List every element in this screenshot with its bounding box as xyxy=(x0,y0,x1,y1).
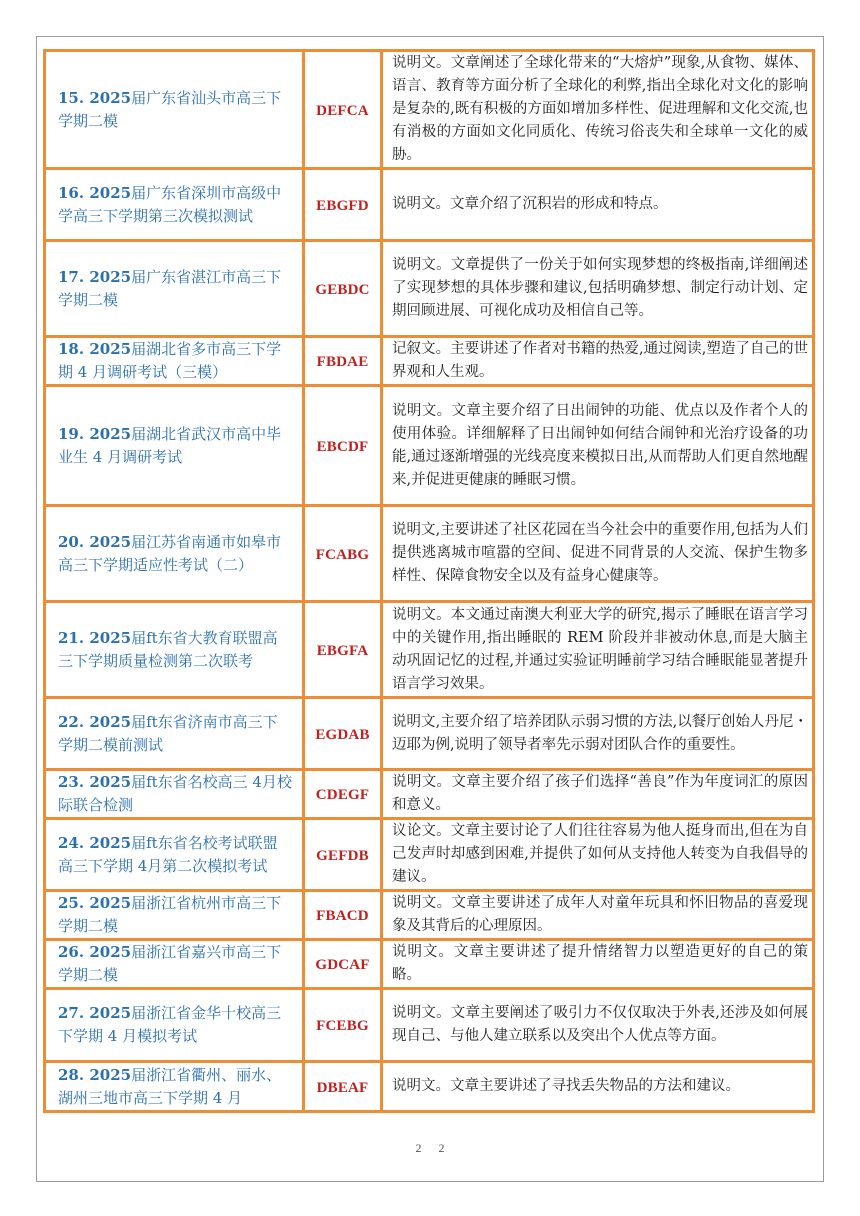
answer-key: FBDAE xyxy=(316,354,369,370)
answer-key-cell xyxy=(305,52,383,170)
answer-key: EBCDF xyxy=(316,438,369,455)
answer-key-cell xyxy=(305,771,383,820)
passage-summary-cell xyxy=(383,1063,812,1110)
passage-summary: 说明文。文章主要讲述了成年人对童年玩具和怀旧物品的喜爱现象及其背后的心理原因。 xyxy=(392,895,808,934)
passage-summary: 说明文,主要讲述了社区花园在当今社会中的重要作用,包括为人们提供逃离城市喧嚣的空间、促进不同背景的人交流、保护生物多样性、保障食物安全以及有益身心健康等。 xyxy=(392,522,808,584)
answer-table xyxy=(43,49,815,1113)
exam-title-cell xyxy=(46,338,305,387)
exam-title-cell xyxy=(46,820,305,892)
exam-title: 20. 2025届江苏省南通市如皋市高三下学期适应性考试（二） xyxy=(58,532,282,574)
answer-key: GDCAF xyxy=(315,957,370,973)
passage-summary-cell xyxy=(383,52,812,170)
table-row xyxy=(46,170,812,242)
passage-summary: 说明文。文章主要讲述了寻找丢失物品的方法和建议。 xyxy=(392,1078,740,1094)
answer-key: DEFCA xyxy=(316,102,369,119)
exam-title: 17. 2025届广东省湛江市高三下学期二模 xyxy=(58,267,282,309)
page-number: 2 2 xyxy=(415,1141,445,1155)
answer-key-cell xyxy=(305,242,383,338)
exam-title: 27. 2025届浙江省金华十校高三下学期 4 月模拟考试 xyxy=(58,1004,282,1045)
passage-summary: 记叙文。主要讲述了作者对书籍的热爱,通过阅读,塑造了自己的世界观和人生观。 xyxy=(392,341,808,380)
passage-summary-cell xyxy=(383,771,812,820)
table-row xyxy=(46,507,812,603)
table-row xyxy=(46,892,812,941)
answer-key-cell xyxy=(305,603,383,699)
answer-key: CDEGF xyxy=(315,787,370,803)
answer-key-cell xyxy=(305,338,383,387)
table-row xyxy=(46,990,812,1063)
answer-key: GEFDB xyxy=(316,847,369,864)
passage-summary-cell xyxy=(383,699,812,771)
passage-summary-cell xyxy=(383,242,812,338)
passage-summary-cell xyxy=(383,603,812,699)
exam-title: 16. 2025届广东省深圳市高级中学高三下学期第三次模拟测试 xyxy=(58,183,282,225)
passage-summary-cell xyxy=(383,387,812,507)
table-row xyxy=(46,242,812,338)
exam-title: 18. 2025届湖北省多市高三下学期 4 月调研考试（三模） xyxy=(58,340,282,381)
passage-summary: 说明文。文章主要阐述了吸引力不仅仅取决于外表,还涉及如何展现自己、与他人建立联系以及突出个人优点等方面。 xyxy=(392,1005,808,1044)
passage-summary-cell xyxy=(383,820,812,892)
answer-key: FCABG xyxy=(315,546,370,563)
answer-key: DBEAF xyxy=(316,1079,369,1096)
table-row xyxy=(46,52,812,170)
exam-title-cell xyxy=(46,387,305,507)
exam-title-cell xyxy=(46,507,305,603)
passage-summary: 说明文。文章介绍了沉积岩的形成和特点。 xyxy=(392,196,668,212)
answer-key: FBACD xyxy=(316,908,369,924)
answer-key: EGDAB xyxy=(315,726,370,743)
table-row xyxy=(46,387,812,507)
exam-title: 28. 2025届浙江省衢州、丽水、湖州三地市高三下学期 4 月 xyxy=(58,1065,282,1107)
passage-summary: 说明文,主要介绍了培养团队示弱习惯的方法,以餐厅创始人丹尼・迈耶为例,说明了领导者率先示弱对团队合作的重要性。 xyxy=(392,713,808,753)
exam-title-cell xyxy=(46,699,305,771)
table-row xyxy=(46,820,812,892)
exam-title: 24. 2025届ft东省名校考试联盟高三下学期 4月第二次模拟考试 xyxy=(58,833,278,875)
table-row xyxy=(46,338,812,387)
answer-key-cell xyxy=(305,170,383,242)
passage-summary: 议论文。文章主要讨论了人们往往容易为他人挺身而出,但在为自己发声时却感到困难,并提供了如何从支持他人转变为自我倡导的建议。 xyxy=(392,823,808,885)
answer-key-cell xyxy=(305,820,383,892)
table-row xyxy=(46,771,812,820)
passage-summary: 说明文。文章主要介绍了日出闹钟的功能、优点以及作者个人的使用体验。详细解释了日出闹钟如何结合闹钟和光治疗设备的功能,通过逐渐增强的光线亮度来模拟日出,从而帮助人们更自然地醒来,并促进更健康的睡眠习惯。 xyxy=(392,402,808,488)
table-row xyxy=(46,603,812,699)
answer-key: FCEBG xyxy=(316,1018,369,1034)
passage-summary: 说明文。文章提供了一份关于如何实现梦想的终极指南,详细阐述了实现梦想的具体步骤和建议,包括明确梦想、制定行动计划、定期回顾进展、可视化成功及相信自己等。 xyxy=(392,257,808,319)
passage-summary: 说明文。文章主要讲述了提升情绪智力以塑造更好的自己的策略。 xyxy=(392,944,808,983)
exam-title: 15. 2025届广东省汕头市高三下学期二模 xyxy=(58,88,282,130)
answer-key-cell xyxy=(305,507,383,603)
passage-summary: 说明文。本文通过南澳大利亚大学的研究,揭示了睡眠在语言学习中的关键作用,指出睡眠的 REM 阶段并非被动休息,而是大脑主动巩固记忆的过程,并通过实验证明睡前学习结合睡眠能显著提升语言学习效果。 xyxy=(392,606,808,692)
answer-key-cell xyxy=(305,387,383,507)
exam-title: 25. 2025届浙江省杭州市高三下学期二模 xyxy=(58,894,282,935)
answer-key-cell xyxy=(305,699,383,771)
passage-summary-cell xyxy=(383,990,812,1063)
answer-key-cell xyxy=(305,892,383,941)
passage-summary-cell xyxy=(383,338,812,387)
exam-title: 26. 2025届浙江省嘉兴市高三下学期二模 xyxy=(58,943,282,984)
exam-title: 22. 2025届ft东省济南市高三下学期二模前测试 xyxy=(58,712,278,754)
passage-summary-cell xyxy=(383,892,812,941)
passage-summary: 说明文。文章主要介绍了孩子们选择“善良”作为年度词汇的原因和意义。 xyxy=(392,774,808,813)
exam-title: 23. 2025届ft东省名校高三 4月校际联合检测 xyxy=(58,773,292,814)
passage-summary-cell xyxy=(383,170,812,242)
exam-title-cell xyxy=(46,892,305,941)
exam-title-cell xyxy=(46,242,305,338)
exam-title-cell xyxy=(46,990,305,1063)
answer-key-cell xyxy=(305,941,383,990)
table-row xyxy=(46,941,812,990)
answer-key: GEBDC xyxy=(315,281,370,298)
passage-summary-cell xyxy=(383,507,812,603)
exam-title-cell xyxy=(46,1063,305,1110)
exam-title-cell xyxy=(46,170,305,242)
table-row xyxy=(46,1063,812,1110)
passage-summary: 说明文。文章阐述了全球化带来的“大熔炉”现象,从食物、媒体、语言、教育等方面分析了全球化的利弊,指出全球化对文化的影响是复杂的,既有积极的方面如增加多样性、促进理解和文化交流,也有消极的方面如文化同质化、传统习俗丧失和全球单一文化的威胁。 xyxy=(392,55,808,163)
exam-title-cell xyxy=(46,52,305,170)
exam-title-cell xyxy=(46,603,305,699)
answer-key: EBGFA xyxy=(316,642,369,659)
exam-title: 21. 2025届ft东省大教育联盟高三下学期质量检测第二次联考 xyxy=(58,628,278,670)
answer-key-cell xyxy=(305,1063,383,1110)
exam-title-cell xyxy=(46,941,305,990)
exam-title-cell xyxy=(46,771,305,820)
answer-key-cell xyxy=(305,990,383,1063)
passage-summary-cell xyxy=(383,941,812,990)
answer-key: EBGFD xyxy=(316,197,369,214)
table-row xyxy=(46,699,812,771)
exam-title: 19. 2025届湖北省武汉市高中毕业生 4 月调研考试 xyxy=(58,424,282,466)
